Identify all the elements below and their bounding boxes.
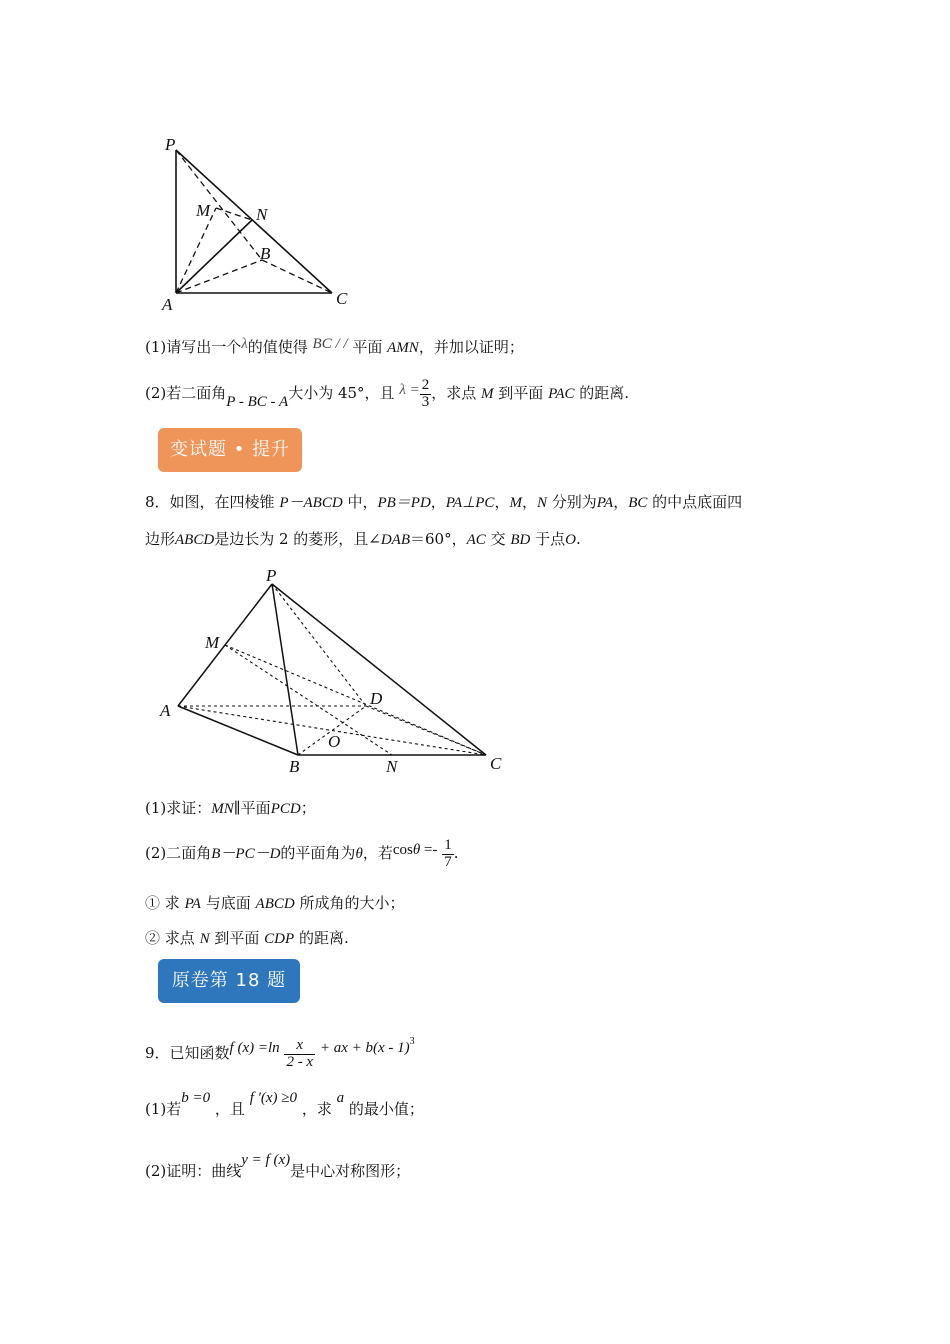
q9-stem xyxy=(145,1018,415,1077)
text: ， xyxy=(430,493,446,511)
text: 到平面 xyxy=(498,384,544,402)
theta: θ xyxy=(412,842,421,858)
segment-mn: MN xyxy=(211,801,234,817)
numerator: 2 xyxy=(421,376,430,393)
text: (1)若 xyxy=(145,1100,182,1118)
text: 所成角的大小； xyxy=(299,894,405,912)
label-P: P xyxy=(165,135,176,154)
bc-parallel: BC / / xyxy=(312,336,348,352)
lambda-symbol: λ xyxy=(241,336,248,352)
text: 边形 xyxy=(145,530,176,548)
text: 大小为 45°，且 xyxy=(288,384,395,402)
text: ，若 xyxy=(362,844,393,862)
text: 交 xyxy=(490,530,506,548)
text: ，求 xyxy=(301,1100,332,1118)
q8-line1 xyxy=(145,491,742,512)
label-O: O xyxy=(328,732,341,751)
dihedral-expr: P - BC - A xyxy=(226,394,289,410)
curve-expr: y = f (x) xyxy=(241,1152,291,1168)
label-N: N xyxy=(386,757,398,776)
denominator: 3 xyxy=(421,393,430,410)
text: 的距离. xyxy=(579,384,630,402)
text: ； xyxy=(300,799,316,817)
label-B: B xyxy=(289,757,300,776)
original-banner xyxy=(158,959,300,1003)
label-P: P xyxy=(266,566,277,585)
plane-amn: AMN xyxy=(387,340,419,356)
theta: θ xyxy=(355,846,363,862)
numerator: x xyxy=(284,1038,315,1055)
point: O xyxy=(565,532,576,548)
point-m: M xyxy=(481,386,494,402)
point-n: N xyxy=(199,931,210,947)
text: . xyxy=(576,530,581,548)
denominator: 7 xyxy=(444,853,452,870)
text: 是中心对称图形； xyxy=(290,1162,411,1180)
condition-derivative: f ′(x) ≥0 xyxy=(249,1090,298,1106)
plane-abcd: ABCD xyxy=(255,896,295,912)
q7-part1 xyxy=(145,336,524,357)
pyramid-name: P－ABCD xyxy=(279,495,343,511)
text: ∥平面 xyxy=(233,799,271,817)
text: 中， xyxy=(347,493,378,511)
segment: PA xyxy=(596,495,614,511)
text: 的平面角为 xyxy=(280,844,356,862)
label-B: B xyxy=(260,244,271,263)
condition-b: b =0 xyxy=(181,1090,211,1106)
text: 分别为 xyxy=(551,493,597,511)
figure-tetrahedron xyxy=(150,130,370,320)
text: 的距离. xyxy=(298,929,349,947)
expr: PA⊥PC xyxy=(445,495,495,511)
function-rest: + ax + b(x - 1) xyxy=(319,1040,410,1056)
angle-name: DAB xyxy=(380,532,411,548)
text: (2)二面角 xyxy=(145,844,212,862)
segment: BC xyxy=(628,495,648,511)
label-D: D xyxy=(370,689,383,708)
q7-part2 xyxy=(145,370,629,422)
q8-part1 xyxy=(145,797,316,818)
text: ＝60°， xyxy=(410,530,467,548)
text: ① 求 xyxy=(145,894,180,912)
rhombus-name: ABCD xyxy=(175,532,215,548)
banner-label: 原卷第 18 题 xyxy=(171,970,287,991)
plane-cdp: CDP xyxy=(264,931,295,947)
fraction-x-over-2-x xyxy=(284,1038,315,1071)
text: ，求点 xyxy=(431,384,477,402)
q8-line2 xyxy=(145,528,581,549)
segment: AC xyxy=(466,532,486,548)
cos-func: cos xyxy=(392,842,413,858)
text: (2)若二面角 xyxy=(145,384,227,402)
label-A: A xyxy=(162,295,173,314)
expr: PB＝PD xyxy=(377,495,431,511)
lambda-eq: λ = xyxy=(399,382,420,398)
text: . xyxy=(453,844,459,862)
text: ， xyxy=(494,493,510,511)
text: ，并加以证明； xyxy=(418,338,524,356)
banner-label: 变试题 • 提升 xyxy=(169,439,291,460)
q9-part1 xyxy=(145,1078,424,1129)
text: 于点 xyxy=(535,530,566,548)
variable-a: a xyxy=(336,1090,345,1106)
text: 与底面 xyxy=(205,894,251,912)
text: 的中点底面四 xyxy=(652,493,743,511)
label-C: C xyxy=(490,754,502,773)
label-M: M xyxy=(205,633,220,652)
text: 到平面 xyxy=(214,929,260,947)
label-C: C xyxy=(336,289,348,308)
fraction-1-7 xyxy=(442,838,454,871)
function-def: f (x) =ln xyxy=(229,1040,280,1056)
figure-pyramid xyxy=(150,560,520,780)
label-N: N xyxy=(256,205,268,224)
text: 的最小值； xyxy=(348,1100,424,1118)
fraction-2-3 xyxy=(420,378,432,411)
text: (1)请写出一个 xyxy=(145,338,242,356)
text: 是边长为 2 的菱形，且∠ xyxy=(214,530,381,548)
text: ② 求点 xyxy=(145,929,195,947)
denominator: 2 - x xyxy=(286,1053,314,1070)
text: ， xyxy=(613,493,629,511)
text: (2)证明：曲线 xyxy=(145,1162,242,1180)
plane-pcd: PCD xyxy=(270,801,301,817)
text: 平面 xyxy=(352,338,383,356)
segment-pa: PA xyxy=(184,896,201,912)
label-A: A xyxy=(160,701,171,720)
label-M: M xyxy=(196,201,211,220)
dihedral-expr: B－PC－D xyxy=(211,846,281,862)
text: (1)求证： xyxy=(145,799,212,817)
variant-banner xyxy=(158,428,302,472)
point: N xyxy=(536,495,547,511)
numerator: 1 xyxy=(444,836,452,853)
text: ，且 xyxy=(214,1100,245,1118)
plane-pac: PAC xyxy=(548,386,575,402)
q8-part2 xyxy=(145,830,458,874)
segment: BD xyxy=(510,532,531,548)
q8-sub1 xyxy=(145,892,405,913)
text: ， xyxy=(521,493,537,511)
text: 9．已知函数 xyxy=(145,1044,230,1062)
text: 的值使得 xyxy=(247,338,308,356)
q9-part2 xyxy=(145,1140,410,1191)
equals-neg: =- xyxy=(420,842,438,858)
point: M xyxy=(509,495,522,511)
exponent: 3 xyxy=(409,1036,415,1047)
q8-sub2 xyxy=(145,927,349,948)
text: 8．如图，在四棱锥 xyxy=(145,493,275,511)
